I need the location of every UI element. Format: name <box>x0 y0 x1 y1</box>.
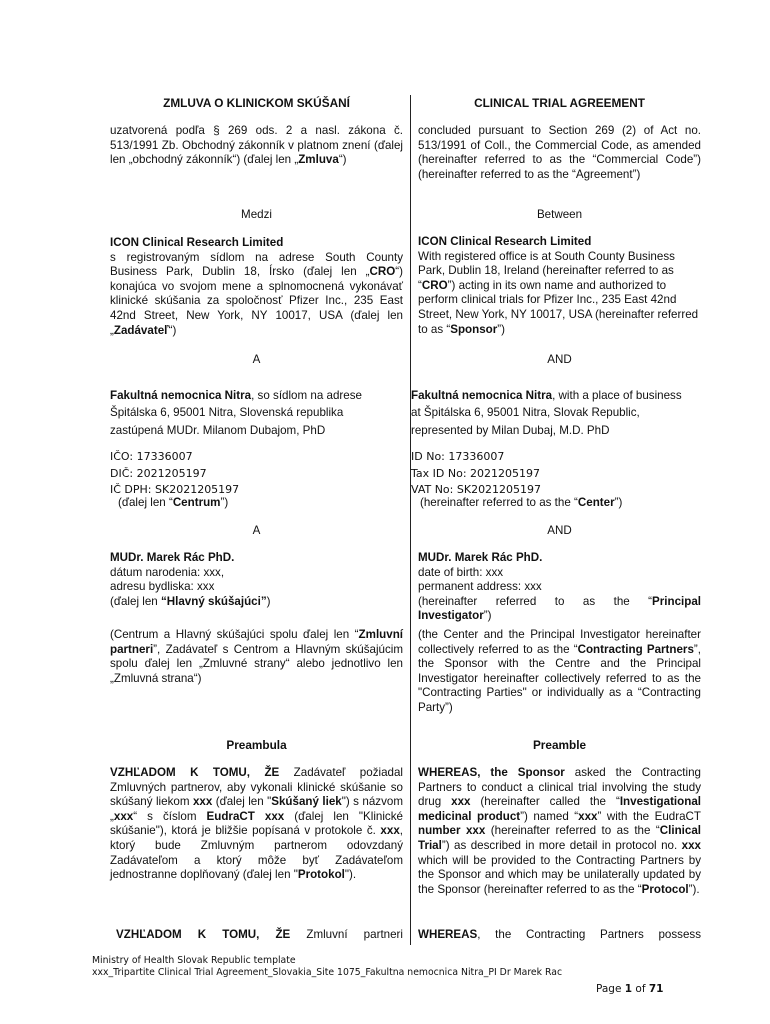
intro-sk-term: Zmluva <box>298 153 339 167</box>
icon-party-sk <box>110 236 403 338</box>
dic: DIČ: 2021205197 <box>110 466 207 480</box>
and-label-sk-1: A <box>252 353 261 366</box>
title-sk: ZMLUVA O KLINICKOM SKÚŠANÍ <box>163 96 350 110</box>
pi-birth-sk: dátum narodenia: xxx, <box>110 565 225 579</box>
intro-sk-text: uzatvorená podľa § 269 ods. 2 a nasl. zákona č. 513/1991 Zb. Obchodný zákonník v platnom znení (ďalej len „obchodný zákonník“) (ďalej len „ <box>110 124 403 167</box>
ico: IČO: 17336007 <box>110 450 193 463</box>
and-label-en-1: AND <box>547 353 572 366</box>
between-label: Between <box>536 208 583 221</box>
icon-desc-sk: s registrovaným sídlom na adrese South County Business Park, Dublin 18, Írsko (ďalej len „CRO“) konajúca vo svojom mene a splnomocnená vykonávať klinické skúšania za spoločnosť Pfizer Inc., 235 East 42nd Street, New York, NY 10017, USA (ďalej len „Zadávateľ“) <box>110 250 403 337</box>
footer-filename: xxx_Tripartite Clinical Trial Agreement_Slovakia_Site 1075_Fakultna nemocnica Nitra_PI Dr Marek Rac <box>92 967 563 978</box>
center-address-en: at Špitálska 6, 95001 Nitra, Slovak Republic, <box>411 406 640 420</box>
pi-party-sk <box>110 551 403 609</box>
parties-sk: (Centrum a Hlavný skúšajúci spolu ďalej len “Zmluvní partneri”, Zadávateľ s Centrom a Hlavným skúšajúcim spolu ďalej len „Zmluvné strany“ alebo jednotlivo len „Zmluvná strana“) <box>110 628 403 685</box>
center-name-en: Fakultná nemocnica Nitra <box>411 389 553 402</box>
id-no: ID No: 17336007 <box>411 450 505 463</box>
whereas-2-sk: VZHĽADOM K TOMU, ŽE Zmluvní partneri <box>116 928 403 941</box>
parties-en: (the Center and the Principal Investigator hereinafter collectively referred to as the “Contracting Partners”, the Sponsor with the Centre and the Principal Investigator hereinafter collectively referred to as the "Contracting Parties" or individually as a “Contracting Party”) <box>418 628 701 714</box>
whereas-2-en: WHEREAS, the Contracting Partners possess <box>418 928 701 941</box>
intro-en: concluded pursuant to Section 269 (2) of Act no. 513/1991 of Coll., the Commercial Code, as amended (hereinafter referred to as the “Commercial Code”) (hereinafter referred to as the “Agreement”) <box>418 124 701 181</box>
whereas-1-sk: VZHĽADOM K TOMU, ŽE Zadávateľ požiadal Zmluvných partnerov, aby vykonali klinické skúšanie so skúšaný liekom xxx (ďalej len "Skúšaný liek") s názvom „xxx“ s číslom EudraCT xxx (ďalej len "Klinické skúšanie"), ktorá je bližšie popísaná v protokole č. xxx, ktorý bude Zmluvným partnerom odovzdaný Zadávateľom a ktorý môže byť Zadávateľom jednostranne doplňovaný (ďalej len "Protokol"). <box>110 766 403 882</box>
icon-name-en: ICON Clinical Research Limited <box>418 235 592 248</box>
page-number: Page 1 of 71 <box>596 983 664 995</box>
pi-address-sk: adresu bydliska: xxx <box>110 580 215 594</box>
and-label-sk-2: A <box>252 524 261 537</box>
icon-party-en <box>418 235 701 337</box>
preambula-heading: Preambula <box>226 738 287 752</box>
centrum-ref: (ďalej len “Centrum”) <box>118 496 229 509</box>
center-party-sk: Fakultná nemocnica Nitra, so sídlom na adrese Špitálska 6, 95001 Nitra, Slovenská republika zastúpená MUDr. Milanom Dubajom, PhD <box>110 387 405 439</box>
intro-sk-end: “) <box>338 153 347 167</box>
medzi-label: Medzi <box>241 208 272 221</box>
pi-birth-en: date of birth: xxx <box>418 565 504 579</box>
footer-template: Ministry of Health Slovak Republic template <box>92 955 296 966</box>
center-rep-en: represented by Milan Dubaj, M.D. PhD <box>411 423 610 437</box>
and-label-en-2: AND <box>547 524 572 537</box>
whereas-1-en: WHEREAS, the Sponsor asked the Contracting Partners to conduct a clinical trial involving the study drug xxx (hereinafter called the “Investigational medicinal product”) named “xxx” with the EudraCT number xxx (hereinafter referred to as the “Clinical Trial”) as described in more detail in protocol no. xxx which will be provided to the Contracting Partners by the Sponsor and which may be unilaterally updated by the Sponsor (hereinafter referred to as the “Protocol”). <box>418 766 701 896</box>
intro-sk <box>110 124 403 168</box>
column-divider <box>410 95 411 945</box>
icon-name-sk: ICON Clinical Research Limited <box>110 236 284 249</box>
icon-desc-en: With registered office is at South County Business Park, Dublin 18, Ireland (hereinafter referred to as “CRO”) acting in its own name and authorized to perform clinical trials for Pfizer Inc., 235 East 42nd Street, New York, NY 10017, USA (hereinafter referred to as “Sponsor”) <box>418 249 699 336</box>
pi-address-en: permanent address: xxx <box>418 580 542 594</box>
center-rep-sk: zastúpená MUDr. Milanom Dubajom, PhD <box>110 423 326 437</box>
pi-ref-en: (hereinafter referred to as the “Principal Investigator”) <box>418 594 701 623</box>
tax-id: Tax ID No: 2021205197 <box>411 466 541 480</box>
center-ids-sk <box>110 449 405 499</box>
title-en: CLINICAL TRIAL AGREEMENT <box>474 96 645 110</box>
vat-no: VAT No: SK2021205197 <box>411 483 542 497</box>
center-ids-en <box>411 449 701 499</box>
preamble-heading: Preamble <box>532 738 587 752</box>
center-address-sk: Špitálska 6, 95001 Nitra, Slovenská republika <box>110 406 344 420</box>
center-name-sk: Fakultná nemocnica Nitra <box>110 389 252 402</box>
center-party-en: Fakultná nemocnica Nitra, with a place of business at Špitálska 6, 95001 Nitra, Slovak Republic, represented by Milan Dubaj, M.D. PhD <box>411 387 701 439</box>
center-ref: (hereinafter referred to as the “Center”) <box>420 496 623 509</box>
pi-name-en: MUDr. Marek Rác PhD. <box>418 551 543 564</box>
pi-ref-sk: (ďalej len “Hlavný skúšajúci”) <box>110 594 271 608</box>
pi-name-sk: MUDr. Marek Rác PhD. <box>110 551 235 564</box>
icdph: IČ DPH: SK2021205197 <box>110 483 240 497</box>
pi-party-en <box>418 551 701 624</box>
